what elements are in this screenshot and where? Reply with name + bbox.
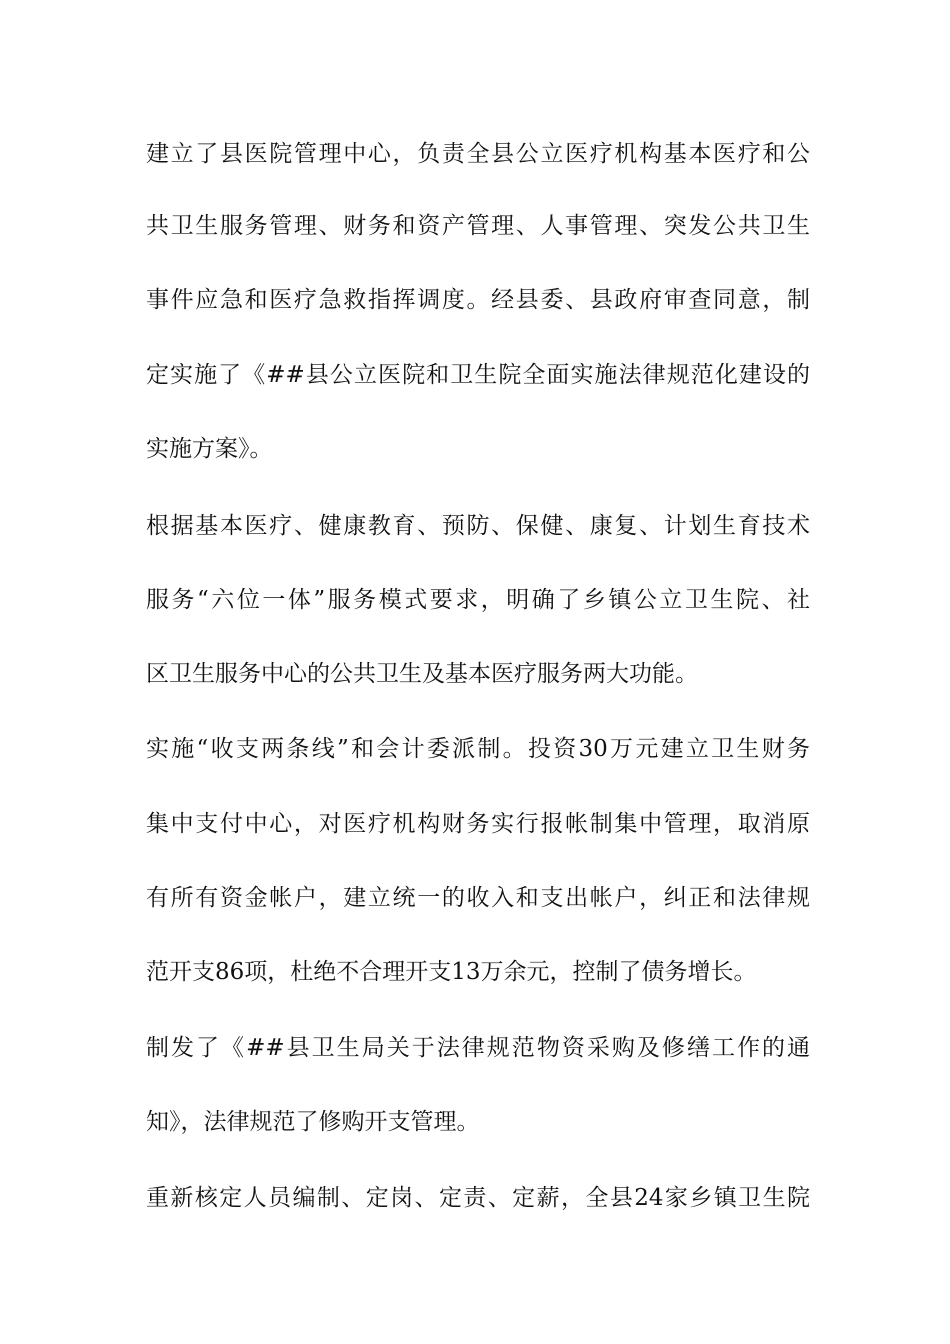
text-line: 定实施了《##县公立医院和卫生院全面实施法律规范化建设的 — [146, 362, 810, 388]
text-line: 服务“六位一体”服务模式要求，明确了乡镇公立卫生院、社 — [146, 587, 810, 613]
text-line: 重新核定人员编制、定岗、定责、定薪，全县24家乡镇卫生院 — [146, 1185, 810, 1211]
text-line: 范开支86项，杜绝不合理开支13万余元，控制了债务增长。 — [146, 959, 757, 985]
text-line: 共卫生服务管理、财务和资产管理、人事管理、突发公共卫生 — [146, 213, 810, 239]
text-line: 知》，法律规范了修购开支管理。 — [146, 1109, 480, 1135]
text-line: 建立了县医院管理中心，负责全县公立医疗机构基本医疗和公 — [146, 141, 810, 167]
text-line: 事件应急和医疗急救指挥调度。经县委、县政府审查同意，制 — [146, 287, 810, 313]
text-line: 实施“收支两条线”和会计委派制。投资30万元建立卫生财务 — [146, 736, 810, 762]
text-line: 区卫生服务中心的公共卫生及基本医疗服务两大功能。 — [146, 661, 698, 687]
text-line: 制发了《##县卫生局关于法律规范物资采购及修缮工作的通 — [146, 1035, 810, 1061]
text-line: 有所有资金帐户，建立统一的收入和支出帐户，纠正和法律规 — [146, 885, 810, 911]
text-line: 集中支付中心，对医疗机构财务实行报帐制集中管理，取消原 — [146, 811, 810, 837]
text-line: 根据基本医疗、健康教育、预防、保健、康复、计划生育技术 — [146, 513, 810, 539]
text-line: 实施方案》。 — [146, 436, 273, 462]
